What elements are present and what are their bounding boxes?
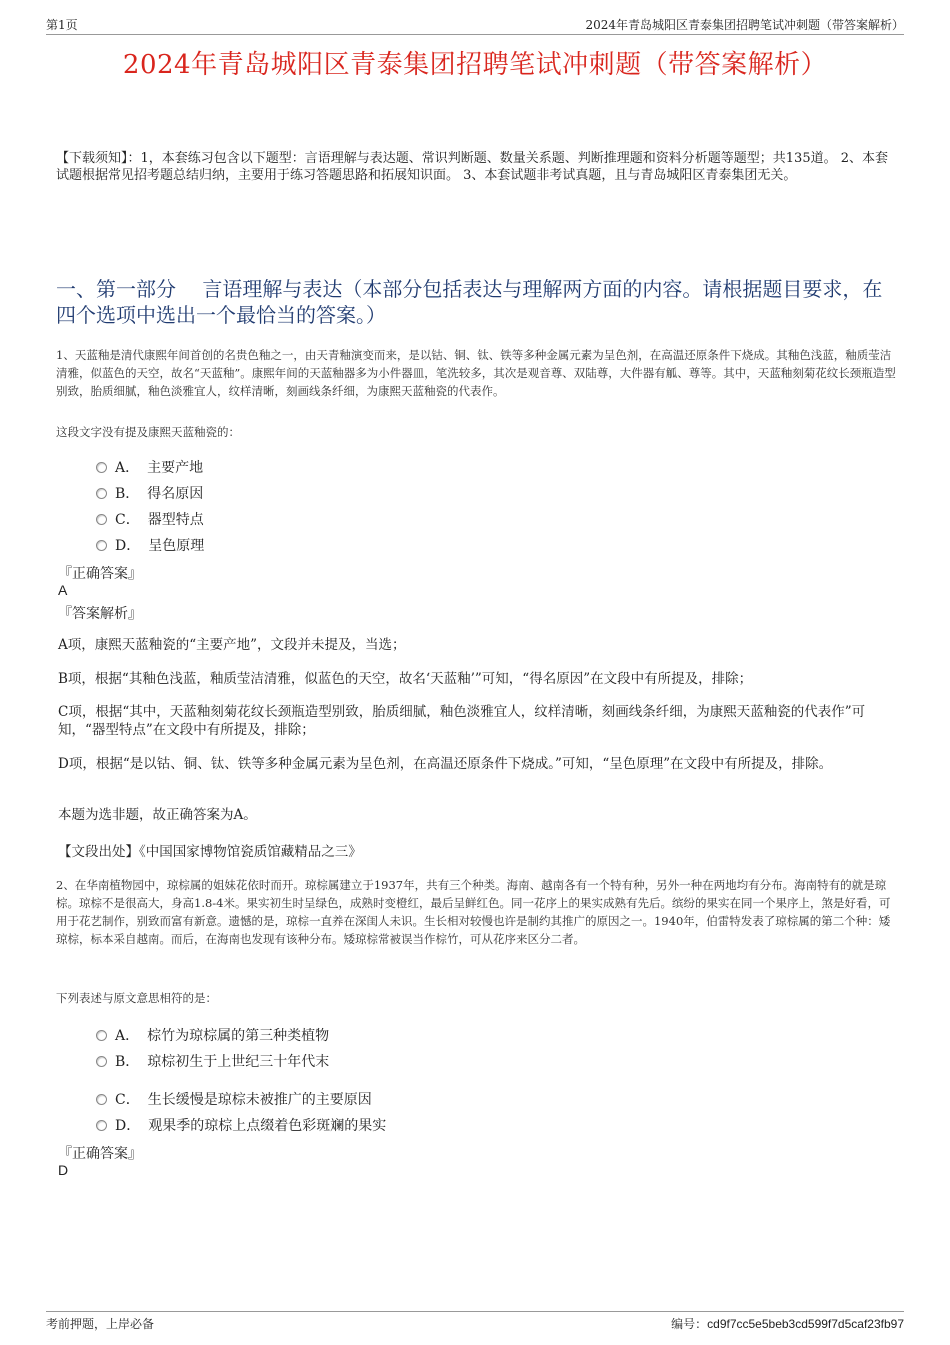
q1-answer-label: 『正确答案』 <box>58 566 142 582</box>
page-number: 第1页 <box>46 18 78 32</box>
q1-analysis-label: 『答案解析』 <box>58 606 142 622</box>
section-heading: 一、第一部分 言语理解与表达（本部分包括表达与理解两方面的内容。请根据题目要求，在四个选项中选出一个最恰当的答案。） <box>56 277 883 327</box>
q2-option-a[interactable]: A． 棕竹为琼棕属的第三种类植物 <box>96 1025 329 1045</box>
radio-icon[interactable] <box>96 1056 107 1067</box>
q2-option-c[interactable]: C． 生长缓慢是琼棕未被推广的主要原因 <box>96 1089 372 1109</box>
q2-option-b[interactable]: B． 琼棕初生于上世纪三十年代末 <box>96 1051 329 1071</box>
q2-answer-label: 『正确答案』 <box>58 1146 142 1162</box>
header-doc-title: 2024年青岛城阳区青泰集团招聘笔试冲刺题（带答案解析） <box>585 18 904 32</box>
question-2-text: 2、在华南植物园中，琼棕属的姐妹花依时而开。琼棕属建立于1937年，共有三个种类。海南、越南各有一个特有种，另外一种在两地均有分布。海南特有的就是琼棕。琼棕不是很高大，身高1.8-4米。果实初生时呈绿色，成熟时变橙红，最后呈鲜红色。同一花序上的果实成熟有先后。缤纷的果实在同一个果序上，煞是好看，可用于花艺制作，别致而富有新意。遗憾的是，琼棕一直养在深闺人未识。生长相对较慢也许是制约其推广的原因之一。1940年，伯雷特发表了琼棕属的第二个种：矮琼棕，标本采自越南。而后，在海南也发现有该种分布。矮琼棕常被误当作棕竹，可从花序来区分二者。 <box>56 878 891 946</box>
document-title: 2024年青岛城阳区青泰集团招聘笔试冲刺题（带答案解析） <box>122 50 828 80</box>
q1-answer: A <box>58 582 68 598</box>
footer-code: 编号：cd9f7cc5e5beb3cd599f7d5caf23fb97 <box>671 1317 904 1331</box>
radio-icon[interactable] <box>96 1030 107 1041</box>
q1-conclusion: 本题为选非题，故正确答案为A。 <box>58 807 257 823</box>
radio-icon[interactable] <box>96 540 107 551</box>
q2-option-d[interactable]: D． 观果季的琼棕上点缀着色彩斑斓的果实 <box>96 1115 386 1135</box>
page-footer <box>46 1311 904 1331</box>
radio-icon[interactable] <box>96 1120 107 1131</box>
q1-option-d[interactable]: D． 呈色原理 <box>96 535 204 555</box>
q2-answer: D <box>58 1162 69 1178</box>
q1-source: 【文段出处】《中国国家博物馆瓷质馆藏精品之三》 <box>58 844 362 860</box>
question-2-prompt: 下列表述与原文意思相符的是： <box>56 991 217 1005</box>
question-1-prompt: 这段文字没有提及康熙天蓝釉瓷的： <box>56 425 240 439</box>
radio-icon[interactable] <box>96 462 107 473</box>
q1-option-c[interactable]: C． 器型特点 <box>96 509 204 529</box>
question-1-text: 1、天蓝釉是清代康熙年间首创的名贵色釉之一，由天青釉演变而来，是以钴、铜、钛、铁等多种金属元素为呈色剂，在高温还原条件下烧成。其釉色浅蓝，釉质莹洁清雅，似蓝色的天空，故名“天蓝釉”。康熙年间的天蓝釉器多为小件器皿，笔洗较多，其次是观音尊、双陆尊，大件器有觚、尊等。其中，天蓝釉刻菊花纹长颈瓶造型别致，胎质细腻，釉色淡雅宜人，纹样清晰，刻画线条纤细，为康熙天蓝釉瓷的代表作。 <box>56 348 896 398</box>
page-header <box>46 14 904 35</box>
radio-icon[interactable] <box>96 1094 107 1105</box>
q1-analysis-a: A项，康熙天蓝釉瓷的“主要产地”，文段并未提及，当选； <box>58 637 406 653</box>
radio-icon[interactable] <box>96 488 107 499</box>
radio-icon[interactable] <box>96 514 107 525</box>
q1-option-a[interactable]: A． 主要产地 <box>96 457 203 477</box>
q1-analysis-b: B项，根据“其釉色浅蓝，釉质莹洁清雅，似蓝色的天空，故名‘天蓝釉’”可知，“得名原因”在文段中有所提及，排除； <box>58 671 753 687</box>
q1-option-b[interactable]: B． 得名原因 <box>96 483 203 503</box>
download-notice: 【下载须知】：1，本套练习包含以下题型：言语理解与表达题、常识判断题、数量关系题、判断推理题和资料分析题等题型；共135道。 2、本套试题根据常见招考题总结归纳，主要用于练习答题思路和拓展知识面。 3、本套试题非考试真题，且与青岛城阳区青泰集团无关。 <box>56 151 888 183</box>
footer-slogan: 考前押题，上岸必备 <box>46 1317 155 1331</box>
q1-analysis-d: D项，根据“是以钴、铜、钛、铁等多种金属元素为呈色剂，在高温还原条件下烧成。”可知，“呈色原理”在文段中有所提及，排除。 <box>58 756 833 772</box>
q1-analysis-c: C项，根据“其中，天蓝釉刻菊花纹长颈瓶造型别致，胎质细腻，釉色淡雅宜人，纹样清晰，刻画线条纤细，为康熙天蓝釉瓷的代表作”可知，“器型特点”在文段中有所提及，排除； <box>58 704 866 738</box>
